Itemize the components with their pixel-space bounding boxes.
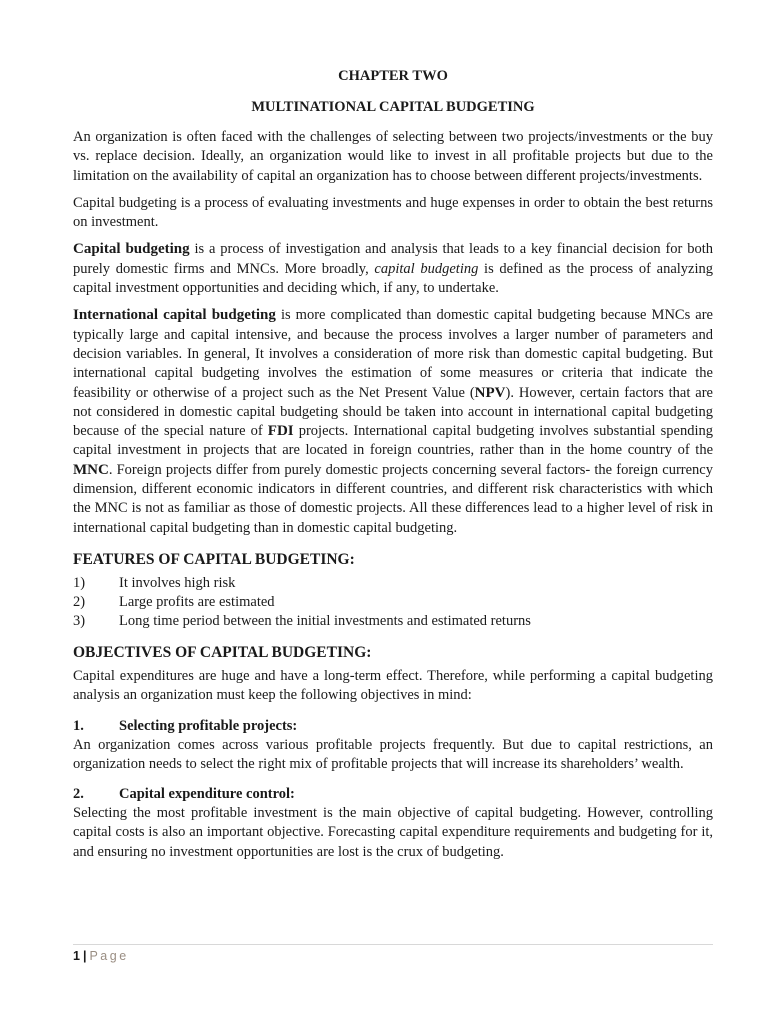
list-item-text: Large profits are estimated xyxy=(119,593,275,610)
objective-heading xyxy=(73,784,713,804)
objective-text: Selecting the most profitable investment is the main objective of capital budgeting. However, controlling capital costs is also an important objective. Forecasting capital expenditure requirements and budgeting for it, and ensuring no investment opportunities are lost is the crux of budgeting. xyxy=(73,805,713,860)
list-item-text: It involves high risk xyxy=(119,574,236,591)
objectives-intro: Capital expenditures are huge and have a long-term effect. Therefore, while performing a capital budgeting analysis an organization must keep the following objectives in mind: xyxy=(73,667,713,704)
international-text-3: projects. International capital budgeting involves substantial spending capital investment in projects that are located in foreign countries, rather than in the home country of the xyxy=(73,423,713,459)
chapter-title: MULTINATIONAL CAPITAL BUDGETING xyxy=(251,99,535,115)
features-list xyxy=(73,574,713,631)
definition-text-2: is defined as the process of analyzing capital investment opportunities and deciding which, if any, to undertake. xyxy=(73,260,714,297)
list-item xyxy=(73,593,713,612)
international-text-2: ). However, certain factors that are not considered in domestic capital budgeting should be taken into account in international capital budgeting because of the special nature of xyxy=(73,384,713,440)
objective-title: Selecting profitable projects: xyxy=(119,717,298,734)
footer-separator: | xyxy=(82,949,87,963)
features-heading: FEATURES OF CAPITAL BUDGETING: xyxy=(73,550,355,568)
chapter-label: CHAPTER TWO xyxy=(338,68,448,84)
objective-number: 2. xyxy=(73,786,84,803)
objective-heading xyxy=(73,716,713,736)
objectives-heading: OBJECTIVES OF CAPITAL BUDGETING: xyxy=(73,643,372,661)
fdi-term: FDI xyxy=(267,423,294,440)
list-item-text: Long time period between the initial investments and estimated returns xyxy=(119,612,531,629)
intro-paragraph-1: An organization is often faced with the challenges of selecting between two projects/investments or the buy vs. replace decision. Ideally, an organization would like to invest in all profitable projects but due to the limitation on the availability of capital an organization has to choose between different projects/investments. xyxy=(73,129,713,184)
page-label: Page xyxy=(89,949,129,963)
list-item xyxy=(73,574,713,593)
page-footer xyxy=(73,944,713,963)
definition-text-1: is a process of investigation and analysis that leads to a key financial decision for both purely domestic firms and MNCs. More broadly, xyxy=(73,241,713,277)
intro-paragraph-2: Capital budgeting is a process of evaluating investments and huge expenses in order to obtain the best returns on investment. xyxy=(73,194,713,231)
definition-italic-term: capital budgeting xyxy=(374,260,479,277)
objective-title: Capital expenditure control: xyxy=(119,786,295,803)
list-item-number: 3) xyxy=(73,612,86,629)
international-lead-term: International capital budgeting xyxy=(73,307,276,324)
list-item-number: 2) xyxy=(73,593,86,610)
list-item-number: 1) xyxy=(73,574,86,591)
international-text-4: . Foreign projects differ from purely domestic projects concerning several factors- the foreign currency dimension, different economic indicators in different countries, and different risk characteristics with which the MNC is not as familiar as those of domestic projects. All these differences lead to a higher level of risk in international capital budgeting than in domestic capital budgeting. xyxy=(73,461,713,536)
mnc-term: MNC xyxy=(73,461,109,478)
definition-paragraph xyxy=(73,240,713,298)
objective-number: 1. xyxy=(73,717,84,734)
page-number: 1 xyxy=(73,949,80,963)
international-text-1: is more complicated than domestic capital budgeting because MNCs are typically large and capital intensive, and because the process involves a larger number of parameters and decision variables. In general, It involves a consideration of more risk than domestic capital budgeting. But international capital budgeting involves the estimation of some measures or criteria that indicate the feasibility or otherwise of a project such as the Net Present Value ( xyxy=(73,307,713,401)
international-paragraph xyxy=(73,306,713,538)
definition-lead-term: Capital budgeting xyxy=(73,241,190,258)
list-item xyxy=(73,612,713,631)
npv-term: NPV xyxy=(474,384,506,401)
objective-text: An organization comes across various profitable projects frequently. But due to capital restrictions, an organization needs to select the right mix of profitable projects that will increase its shareholders’ wealth. xyxy=(73,736,713,772)
